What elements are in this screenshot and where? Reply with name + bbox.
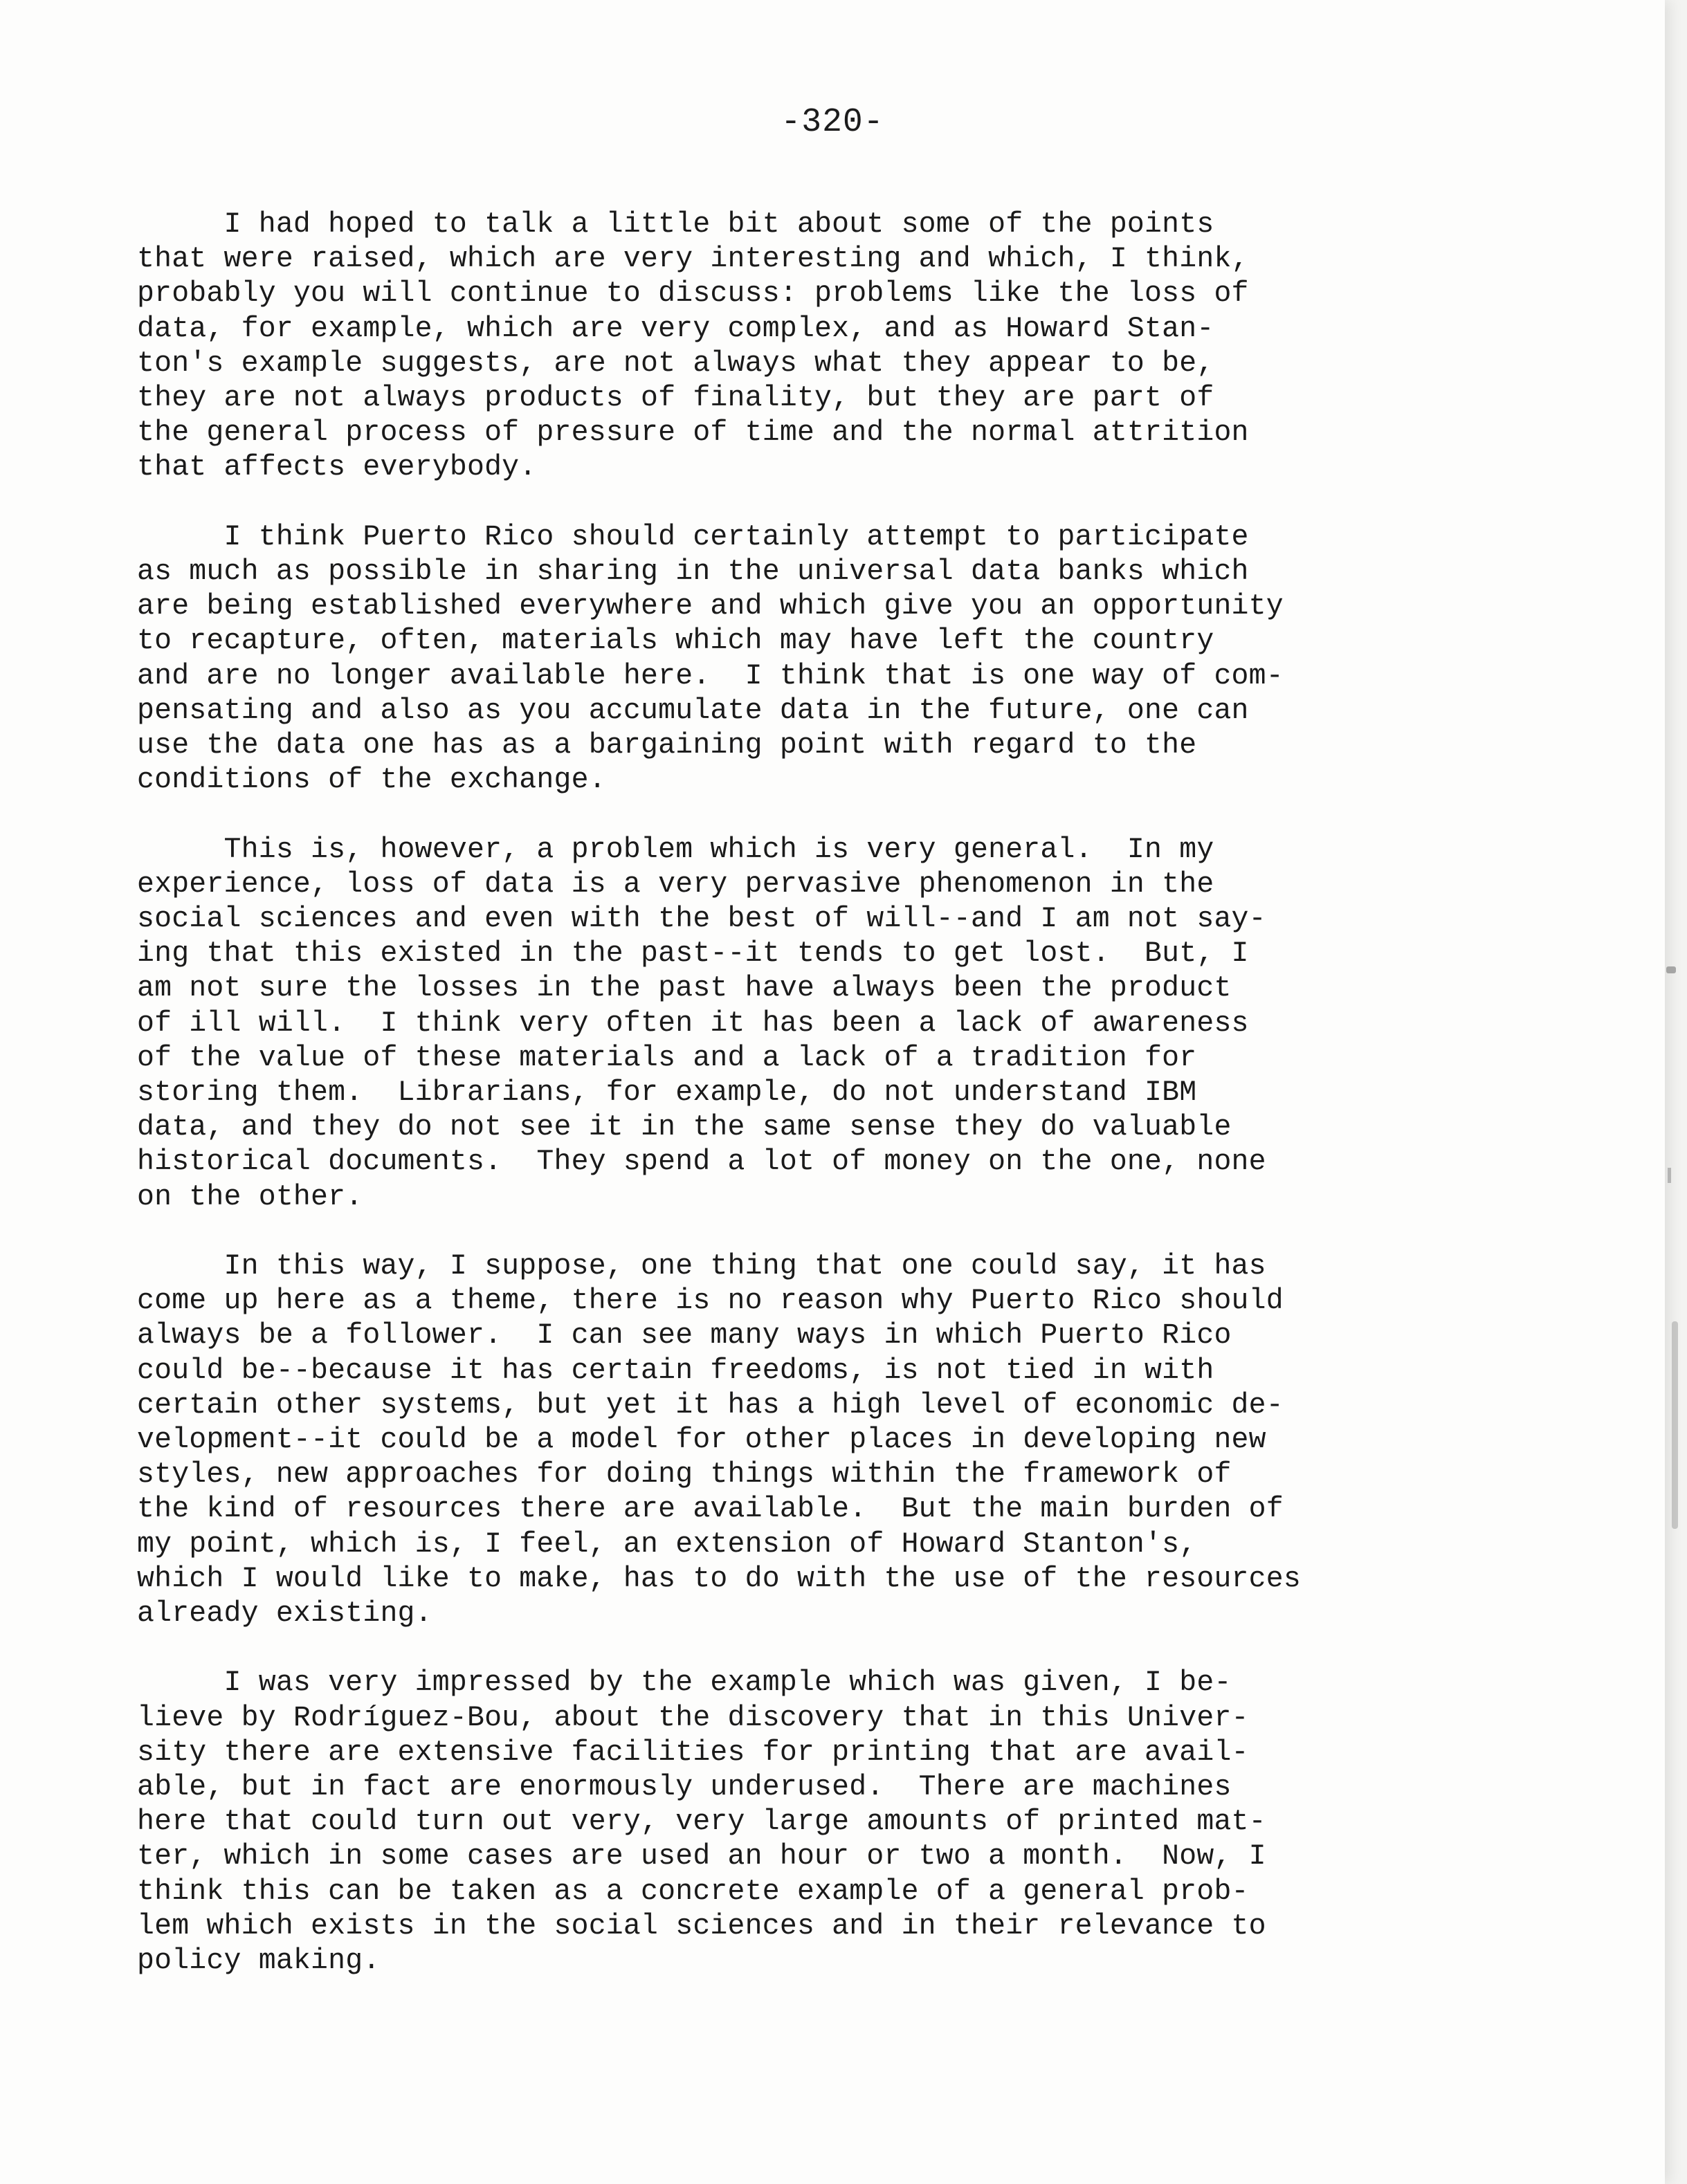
text-line: here that could turn out very, very large amounts of printed mat- bbox=[137, 1806, 1266, 1839]
text-line: ton's example suggests, are not always what they appear to be, bbox=[137, 347, 1214, 380]
paragraph-4 bbox=[137, 1249, 1535, 1631]
text-line: on the other. bbox=[137, 1180, 363, 1213]
text-line: pensating and also as you accumulate data in the future, one can bbox=[137, 694, 1249, 727]
text-line: the general process of pressure of time and the normal attrition bbox=[137, 416, 1249, 450]
text-line: could be--because it has certain freedoms, is not tied in with bbox=[137, 1354, 1214, 1387]
text-line: certain other systems, but yet it has a high level of economic de- bbox=[137, 1388, 1284, 1422]
text-line: to recapture, often, materials which may have left the country bbox=[137, 625, 1214, 658]
scan-artifact-mark bbox=[1668, 1168, 1671, 1183]
text-line: always be a follower. I can see many ways in which Puerto Rico bbox=[137, 1319, 1232, 1352]
text-line: of the value of these materials and a lack of a tradition for bbox=[137, 1041, 1197, 1074]
text-line: of ill will. I think very often it has been a lack of awareness bbox=[137, 1007, 1249, 1040]
paragraph-1 bbox=[137, 208, 1535, 486]
text-line: think this can be taken as a concrete example of a general prob- bbox=[137, 1875, 1249, 1908]
text-line: as much as possible in sharing in the universal data banks which bbox=[137, 556, 1249, 589]
text-line: data, for example, which are very complex, and as Howard Stan- bbox=[137, 312, 1214, 345]
text-line: conditions of the exchange. bbox=[137, 764, 606, 797]
text-line: are being established everywhere and which give you an opportunity bbox=[137, 590, 1284, 623]
text-line: am not sure the losses in the past have always been the product bbox=[137, 972, 1232, 1005]
text-line: which I would like to make, has to do with the use of the resources bbox=[137, 1562, 1301, 1595]
text-line: they are not always products of finality, but they are part of bbox=[137, 382, 1214, 415]
text-line: already existing. bbox=[137, 1597, 432, 1631]
text-line: This is, however, a problem which is very general. In my bbox=[137, 833, 1214, 866]
text-line: and are no longer available here. I think that is one way of com- bbox=[137, 659, 1284, 692]
text-line: that affects everybody. bbox=[137, 451, 537, 484]
paragraph-5 bbox=[137, 1666, 1535, 1979]
text-line: I had hoped to talk a little bit about some of the points bbox=[137, 208, 1214, 241]
text-line: styles, new approaches for doing things within the framework of bbox=[137, 1458, 1232, 1492]
document-body bbox=[137, 208, 1535, 2013]
text-line: policy making. bbox=[137, 1945, 381, 1978]
text-line: ing that this existed in the past--it tends to get lost. But, I bbox=[137, 937, 1249, 971]
text-line: storing them. Librarians, for example, do not understand IBM bbox=[137, 1076, 1197, 1110]
text-line: In this way, I suppose, one thing that one could say, it has bbox=[137, 1250, 1266, 1283]
text-line: I think Puerto Rico should certainly attempt to participate bbox=[137, 520, 1249, 553]
scan-artifact-edge bbox=[1672, 1321, 1678, 1529]
text-line: social sciences and even with the best of will--and I am not say- bbox=[137, 903, 1266, 936]
text-line: my point, which is, I feel, an extension of Howard Stanton's, bbox=[137, 1527, 1197, 1561]
text-line: I was very impressed by the example which was given, I be- bbox=[137, 1667, 1232, 1700]
text-line: the kind of resources there are available. But the main burden of bbox=[137, 1493, 1284, 1526]
text-line: experience, loss of data is a very pervasive phenomenon in the bbox=[137, 868, 1214, 901]
text-line: sity there are extensive facilities for printing that are avail- bbox=[137, 1736, 1249, 1769]
text-line: lem which exists in the social sciences and in their relevance to bbox=[137, 1909, 1266, 1943]
text-line: data, and they do not see it in the same sense they do valuable bbox=[137, 1111, 1232, 1144]
text-line: velopment--it could be a model for other places in developing new bbox=[137, 1424, 1266, 1457]
text-line: use the data one has as a bargaining point with regard to the bbox=[137, 729, 1197, 762]
text-line: come up here as a theme, there is no reason why Puerto Rico should bbox=[137, 1285, 1284, 1318]
text-line: lieve by Rodríguez-Bou, about the discovery that in this Univer- bbox=[137, 1701, 1249, 1734]
text-line: ter, which in some cases are used an hour or two a month. Now, I bbox=[137, 1840, 1266, 1873]
text-line: probably you will continue to discuss: problems like the loss of bbox=[137, 277, 1249, 311]
paragraph-2 bbox=[137, 520, 1535, 798]
text-line: that were raised, which are very interesting and which, I think, bbox=[137, 243, 1249, 276]
page-number: -320- bbox=[781, 104, 884, 141]
text-line: able, but in fact are enormously underused. There are machines bbox=[137, 1771, 1232, 1804]
paragraph-3 bbox=[137, 833, 1535, 1215]
scan-artifact-mark bbox=[1666, 966, 1676, 973]
text-line: historical documents. They spend a lot of money on the one, none bbox=[137, 1146, 1266, 1179]
